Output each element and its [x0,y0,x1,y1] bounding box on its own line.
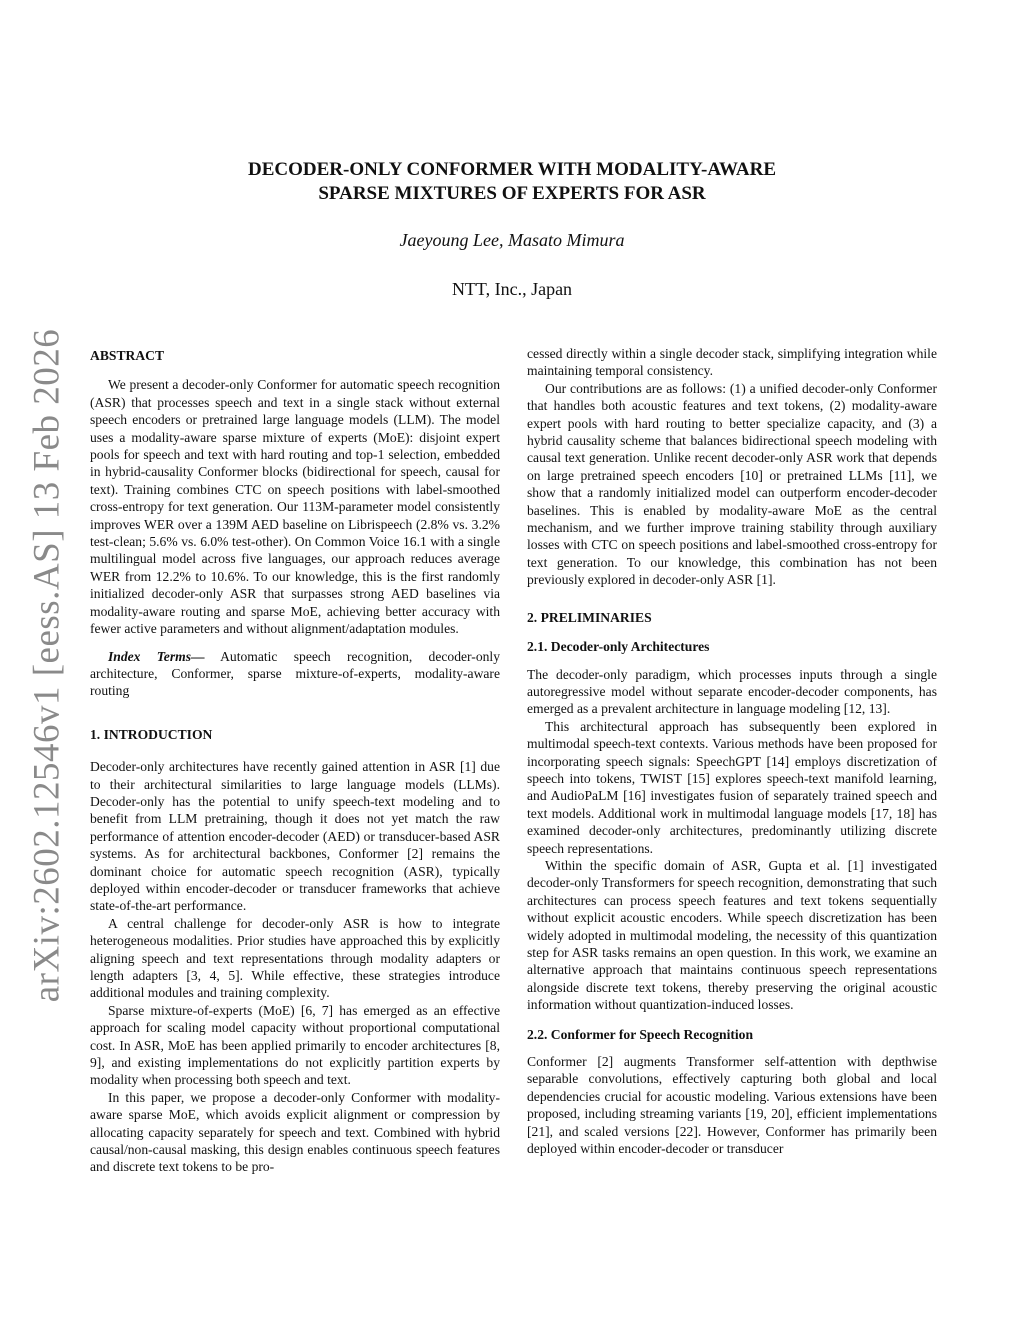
intro-continued-paragraph-2: Our contributions are as follows: (1) a unified decoder-only Conformer that handles both acoustic features and text tokens, (2) modality-aware expert pools with hard routing to better specialize capacity, and (3) a hybrid causality scheme that balances bidirectional speech modeling with causal text generation. Unlike recent decoder-only ASR work that depends on large pretrained speech encoders [10] or pretrained LLMs [11], we show that a randomly initialized model can outperform encoder-decoder baselines. This is enabled by modality-aware MoE as the central mechanism, and we further improve training stability through auxiliary losses with CTC on speech positions and label-smoothed cross-entropy for text generation. To our knowledge, this combination has not been previously explored in decoder-only ASR [1]. [527,380,937,588]
subsection-2-1-paragraph-2: This architectural approach has subsequently been explored in multimodal speech-text contexts. Various methods have been proposed for incorporating speech signals: SpeechGPT [14] employs discretization of speech into tokens, TWIST [15] explores speech-text manifold learning, and AudioPaLM [16] investigates fusion of separately trained speech and text models. Additional work in multimodal language models [17, 18] has examined decoder-only architectures, predominantly utilizing discrete speech representations. [527,718,937,856]
intro-paragraph-2: A central challenge for decoder-only ASR is how to integrate heterogeneous modalities. Prior studies have approached this by explicitly aligning speech and text representations through modality adapters or length adapters [3, 4, 5]. While effective, these strategies introduce additional modules and training complexity. [90,915,500,1001]
title-line-2: SPARSE MIXTURES OF EXPERTS FOR ASR [318,183,706,204]
index-terms-label: Index Terms— [108,648,205,664]
abstract-heading: ABSTRACT [90,348,165,363]
abstract-body [90,376,500,637]
intro-paragraph-1: Decoder-only architectures have recently gained attention in ASR [1] due to their architectural similarities to large language models (LLMs). Decoder-only has the potential to unify speech-text modeling and to benefit from LLM pretraining, though it does not yet match the raw performance of attention encoder-decoder (AED) or transducer-based ASR systems. As for architectural backbones, Conformer [2] remains the dominant choice for automatic speech recognition (ASR), typically deployed within encoder-decoder or transducer frameworks that achieve state-of-the-art performance. [90,759,500,914]
affiliation: NTT, Inc., Japan [451,279,573,299]
index-terms-text: Automatic speech recognition, decoder-only architecture, Conformer, sparse mixture-of-experts, modality-aware routing [90,648,500,699]
abstract-paragraph: We present a decoder-only Conformer for automatic speech recognition (ASR) that processes speech and text in a single stack without external speech encoders or pretrained large language models (LLM). The model uses a modality-aware sparse mixture of experts (MoE): disjoint expert pools for speech and text with hard routing and top-1 selection, embedded in hybrid-causality Conformer blocks (bidirectional for speech, causal for text). Training combines CTC on speech positions with label-smoothed cross-entropy for text generation. Our 113M-parameter model consistently improves WER over a 139M AED baseline on Librispeech (2.8% vs. 3.2% test-clean; 5.6% vs. 6.0% test-other). On Common Voice 16.1 with a single multilingual model across five languages, our approach reduces average WER from 12.2% to 10.6%. To our knowledge, this is the first randomly initialized decoder-only ASR that surpasses strong AED baselines via modality-aware routing and sparse MoE, achieving better accuracy with fewer active parameters and without alignment/adaptation modules. [90,377,500,637]
subsection-2-1-heading: 2.1. Decoder-only Architectures [527,639,710,655]
left-column [90,345,500,1176]
subsection-2-1-paragraph-3: Within the specific domain of ASR, Gupta et al. [1] investigated decoder-only Transformers for speech recognition, demonstrating that such architectures can process speech features and text tokens sequentially without explicit acoustic encoders. While speech discretization has been widely adopted in multimodal modeling, the necessity of this quantization step for ASR tasks remains an open question. In this work, we examine an alternative approach that maintains continuous speech representations alongside discrete text tokens, thereby preserving the original acoustic information without quantization-induced losses. [527,857,937,1013]
preliminaries-heading: 2. PRELIMINARIES [527,609,652,625]
paper-title [150,158,874,206]
subsection-2-1-paragraph-1: The decoder-only paradigm, which processes inputs through a single autoregressive model without separate encoder-decoder components, has emerged as a prevalent architecture in language modeling [12, 13]. [527,666,937,717]
intro-paragraph-3: Sparse mixture-of-experts (MoE) [6, 7] has emerged as an effective approach for scaling model capacity without proportional computational cost. In ASR, MoE has been applied primarily to encoder architectures [8, 9], and existing implementations do not explicitly partition experts by modality when processing both speech and text. [90,1002,500,1088]
right-column [527,345,937,1157]
author-list: Jaeyoung Lee, Masato Mimura [399,230,625,250]
intro-heading: 1. INTRODUCTION [90,726,213,742]
subsection-2-2-heading: 2.2. Conformer for Speech Recognition [527,1026,754,1042]
arxiv-identifier-stamp [18,328,76,1002]
intro-continued-paragraph-1: cessed directly within a single decoder stack, simplifying integration while maintaining temporal consistency. [527,346,937,379]
arxiv-id-text: arXiv:2602.12546v1 [eess.AS] 13 Feb 2026 [26,328,68,1002]
subsection-2-2-paragraph-1: Conformer [2] augments Transformer self-attention with depthwise separable convolutions, effectively capturing both global and local dependencies crucial for acoustic modeling. Various extensions have been proposed, including streaming variants [19, 20], efficient implementations [21], and scaled versions [22]. However, Conformer has primarily been deployed within encoder-decoder or transducer [527,1054,937,1157]
title-line-1: DECODER-ONLY CONFORMER WITH MODALITY-AWARE [247,159,776,180]
index-terms [90,648,500,700]
intro-paragraph-4: In this paper, we propose a decoder-only Conformer with modality-aware sparse MoE, which avoids explicit alignment or compression by allocating capacity separately for speech and text. Combined with hybrid causal/non-causal masking, this design enables continuous speech features and discrete text tokens to be pro- [90,1089,500,1175]
